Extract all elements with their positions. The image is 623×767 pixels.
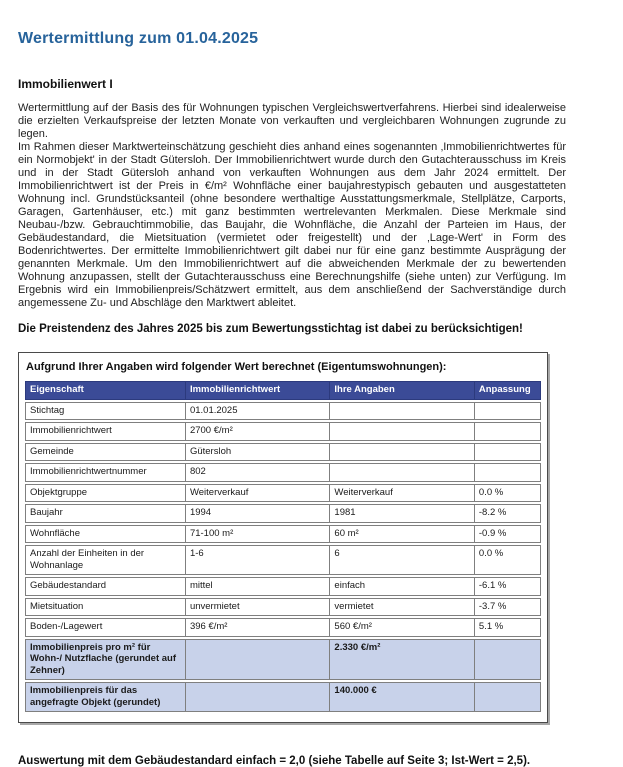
cell-anpassung: 5.1 % [474, 618, 541, 637]
column-header-anpassung: Anpassung [474, 381, 541, 400]
cell-anpassung [474, 443, 541, 462]
cell-anpassung: 0.0 % [474, 484, 541, 503]
table-row [25, 525, 541, 544]
table-row [25, 598, 541, 617]
column-header-eigenschaft: Eigenschaft [25, 381, 185, 400]
table-row-result-total [25, 682, 541, 712]
paragraph-method: Im Rahmen dieser Marktwerteinschätzung geschieht dies anhand eines sogenannten ‚Immobilienrichtwertes für ein Normobjekt' in der Stadt Gütersloh. Der Immobilienrichtwert wurde durch den Gutachterausschuss im Kreis und in der Stadt Gütersloh anhand von verkauften Wohnungen aus dem Jahr 2024 ermittelt. Der Immobilienrichtwert ist der Preis in €/m² Wohnfläche einer baujahrestypisch gebauten und ausgestatteten Wohnung incl. Grundstücksanteil (ohne besondere werthaltige Ausstattungsmerkmale, Stellplätze, Carports, Garagen, Gartenhäuser, etc.) mit ganz bestimmten wertrelevanten Merkmalen. Diese Merkmale sind Neubau-/bzw. Gebrauchtimmobilie, das Baujahr, die Wohnfläche, die Anzahl der Parteien im Haus, der Gebäudestandard, die Mietsituation (vermietet oder freigestellt) und der ‚Lage-Wert' in Form des Bodenrichtwertes. Der ermittelte Immobilienrichtwert gilt dabei nur für eine ganz bestimmte Ausprägung der genannten Merkmale. Um den Immobilienrichtwert auf die abweichenden Merkmale der zu bewertenden Wohnung anzupassen, stellt der Gutachterausschuss eine Berechnungshilfe (siehe unten) zur Verfügung. Im Ergebnis wird ein Immobilienpreis/Schätzwert ermittelt, aus dem anschließend der Sachverständige durch angemessene Zu- und Abschläge den Marktwert ableitet. [18, 141, 566, 309]
cell-angabe [329, 422, 473, 441]
cell-anpassung [474, 402, 541, 421]
cell-anpassung: 0.0 % [474, 545, 541, 575]
cell-richtwert: mittel [185, 577, 329, 596]
cell-anpassung: -0.9 % [474, 525, 541, 544]
cell-richtwert: Weiterverkauf [185, 484, 329, 503]
section-heading: Immobilienwert I [18, 77, 113, 91]
table-row [25, 402, 541, 421]
table-header-row [25, 381, 541, 400]
calculation-table [25, 379, 541, 714]
cell-label: Anzahl der Einheiten in der Wohnanlage [25, 545, 185, 575]
table-row [25, 618, 541, 637]
cell-label: Immobilienrichtwert [25, 422, 185, 441]
table-row [25, 422, 541, 441]
cell-label: Immobilienpreis für das angefragte Objekt (gerundet) [25, 682, 185, 712]
cell-angabe: 1981 [329, 504, 473, 523]
cell-label: Gebäudestandard [25, 577, 185, 596]
cell-richtwert: unvermietet [185, 598, 329, 617]
cell-angabe: 60 m² [329, 525, 473, 544]
cell-richtwert [185, 682, 329, 712]
table-row [25, 463, 541, 482]
cell-angabe: 2.330 €/m² [329, 639, 473, 681]
cell-label: Wohnfläche [25, 525, 185, 544]
cell-anpassung: -6.1 % [474, 577, 541, 596]
cell-angabe: 6 [329, 545, 473, 575]
cell-richtwert: 1994 [185, 504, 329, 523]
cell-anpassung: -8.2 % [474, 504, 541, 523]
cell-anpassung [474, 463, 541, 482]
cell-label: Objektgruppe [25, 484, 185, 503]
value-calculation-box [18, 352, 548, 723]
column-header-immobilienrichtwert: Immobilienrichtwert [185, 381, 329, 400]
cell-richtwert: 2700 €/m² [185, 422, 329, 441]
column-header-ihre-angaben: Ihre Angaben [329, 381, 473, 400]
cell-anpassung [474, 422, 541, 441]
cell-richtwert: 396 €/m² [185, 618, 329, 637]
cell-angabe [329, 402, 473, 421]
cell-angabe: Weiterverkauf [329, 484, 473, 503]
table-row-result-per-sqm [25, 639, 541, 681]
cell-anpassung [474, 682, 541, 712]
paragraph-intro: Wertermittlung auf der Basis des für Wohnungen typischen Vergleichswertverfahrens. Hierbei sind idealerweise die erzielten Verkaufspreise der letzten Monate von verkauften und vergleichbaren Wohnungen zugrunde zu legen. [18, 102, 566, 140]
cell-richtwert: 1-6 [185, 545, 329, 575]
value-box-caption: Aufgrund Ihrer Angaben wird folgender Wert berechnet (Eigentumswohnungen): [26, 361, 447, 373]
price-trend-notice: Die Preistendenz des Jahres 2025 bis zum Bewertungsstichtag ist dabei zu berücksichtigen! [18, 323, 523, 335]
table-row [25, 484, 541, 503]
body-text [18, 102, 566, 310]
cell-label: Immobilienpreis pro m² für Wohn-/ Nutzflache (gerundet auf Zehner) [25, 639, 185, 681]
table-row [25, 504, 541, 523]
table-row [25, 577, 541, 596]
cell-angabe [329, 463, 473, 482]
cell-anpassung: -3.7 % [474, 598, 541, 617]
table-row [25, 443, 541, 462]
cell-label: Gemeinde [25, 443, 185, 462]
cell-label: Mietsituation [25, 598, 185, 617]
cell-label: Immobilienrichtwertnummer [25, 463, 185, 482]
cell-angabe: vermietet [329, 598, 473, 617]
cell-angabe [329, 443, 473, 462]
cell-label: Stichtag [25, 402, 185, 421]
cell-label: Baujahr [25, 504, 185, 523]
page-title: Wertermittlung zum 01.04.2025 [18, 30, 259, 47]
cell-richtwert [185, 639, 329, 681]
cell-richtwert: 802 [185, 463, 329, 482]
cell-label: Boden-/Lagewert [25, 618, 185, 637]
cell-anpassung [474, 639, 541, 681]
cell-richtwert: Gütersloh [185, 443, 329, 462]
cell-richtwert: 01.01.2025 [185, 402, 329, 421]
cell-angabe: 560 €/m² [329, 618, 473, 637]
table-row [25, 545, 541, 575]
cell-angabe: einfach [329, 577, 473, 596]
cell-richtwert: 71-100 m² [185, 525, 329, 544]
evaluation-footer-note: Auswertung mit dem Gebäudestandard einfach = 2,0 (siehe Tabelle auf Seite 3; Ist-Wert = 2,5). [18, 755, 531, 767]
cell-angabe: 140.000 € [329, 682, 473, 712]
